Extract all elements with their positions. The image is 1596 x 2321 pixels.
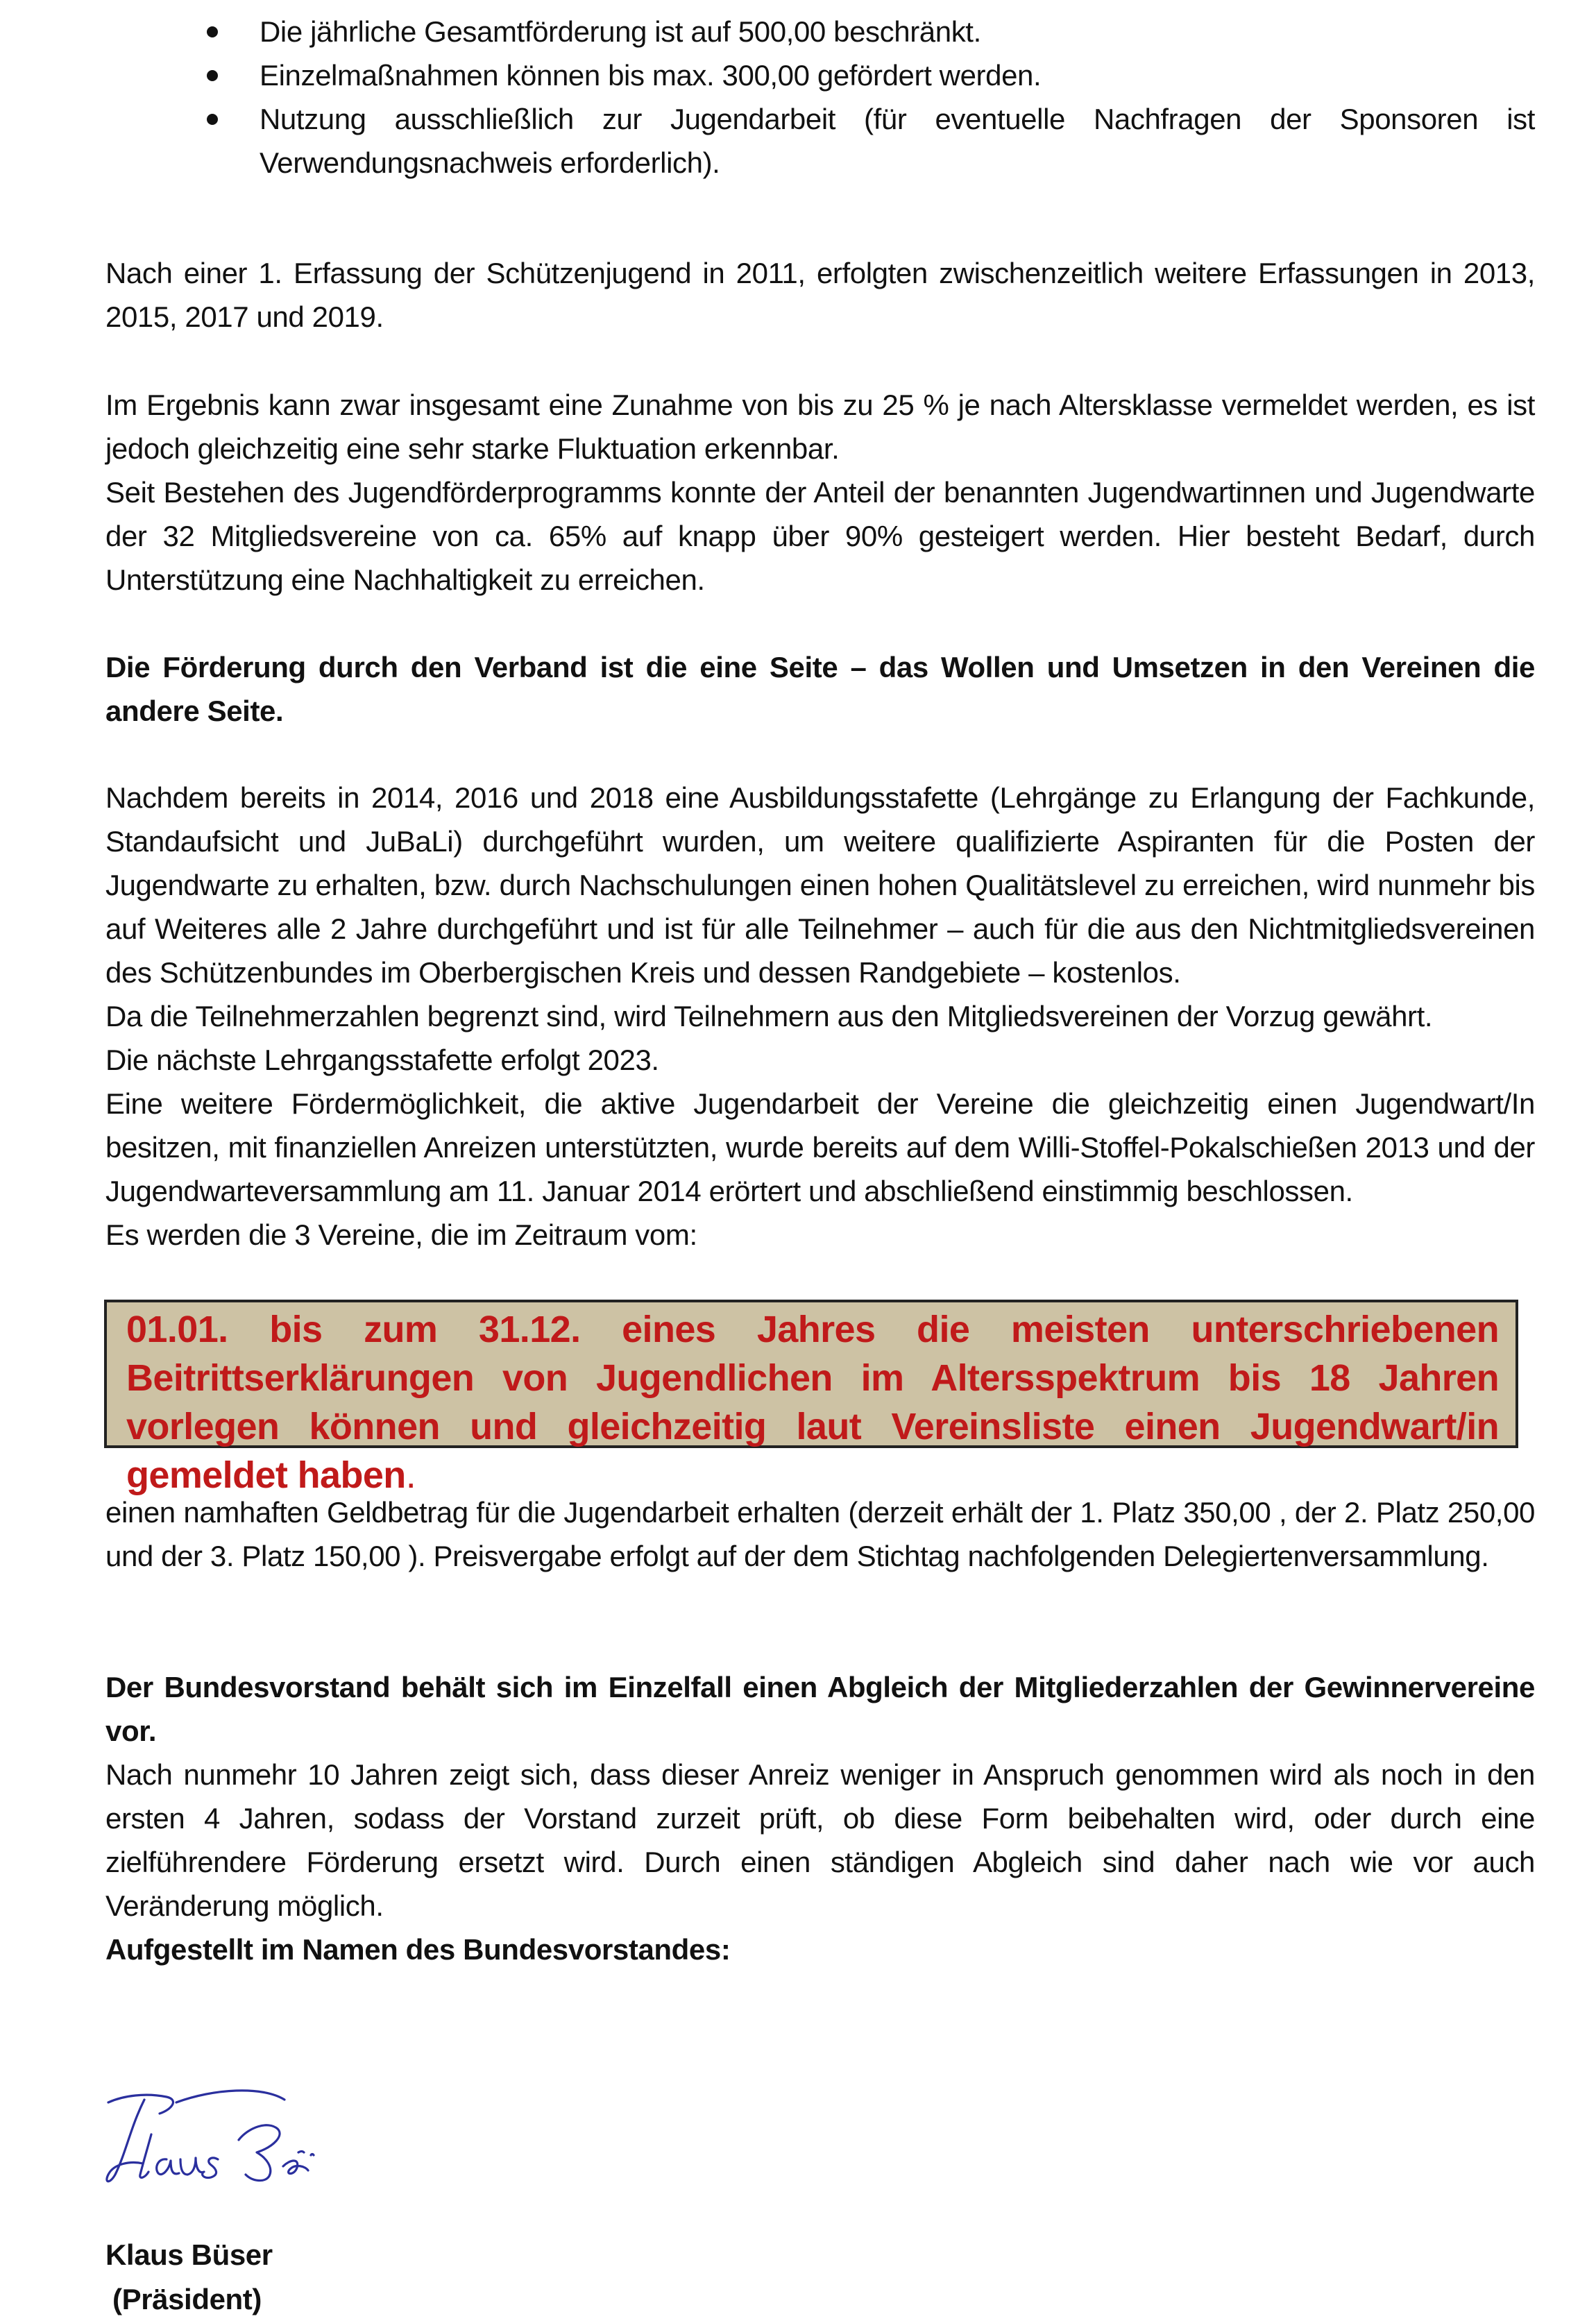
- paragraph-naechste: Die nächste Lehrgangsstafette erfolgt 2023.: [105, 1044, 659, 1076]
- paragraph-nunmehr: Nach nunmehr 10 Jahren zeigt sich, dass dieser Anreiz weniger in Anspruch genommen wird als noch in den ersten 4 Jahren, sodass der Vorstand zurzeit prüft, ob diese Form beibehalten wird, oder durch eine zielführendere Förderung ersetzt wird. Durch einen ständigen Abgleich sind daher nach wie vor auch Veränderung möglich.: [105, 1758, 1535, 1922]
- paragraph-bestehen: Seit Bestehen des Jugendförderprogramms konnte der Anteil der benannten Jugendwartinnen und Jugendwarte der 32 Mitgliedsvereine von ca. 65% auf knapp über 90% gesteigert werden. Hier besteht Bedarf, durch Unterstützung eine Nachhaltigkeit zu erreichen.: [105, 476, 1535, 596]
- paragraph-vereine: Es werden die 3 Vereine, die im Zeitraum vom:: [105, 1218, 697, 1251]
- list-item-text: Die jährliche Gesamtförderung ist auf 500,00 beschränkt.: [260, 15, 981, 48]
- list-item: [105, 53, 1535, 97]
- paragraph-stafette: Nachdem bereits in 2014, 2016 und 2018 eine Ausbildungsstafette (Lehrgänge zu Erlangung der Fachkunde, Standaufsicht und JuBaLi) durchgeführt wurden, um weitere qualifizierte Aspiranten für die Posten der Jugendwarte zu erhalten, bzw. durch Nachschulungen einen hohen Qualitätslevel zu erreichen, wird nunmehr bis auf Weiteres alle 2 Jahre durchgeführt und ist für alle Teilnehmer – auch für die aus den Nichtmitgliedsvereinen des Schützenbundes im Oberbergischen Kreis und dessen Randgebiete – kostenlos.: [105, 781, 1535, 989]
- signer-name: Klaus Büser: [105, 2238, 273, 2271]
- highlight-box: [104, 1300, 1518, 1496]
- paragraph-ergebnis: Im Ergebnis kann zwar insgesamt eine Zunahme von bis zu 25 % je nach Altersklasse vermeldet werden, es ist jedoch gleichzeitig eine sehr starke Fluktuation erkennbar.: [105, 389, 1535, 465]
- list-item: [105, 97, 1535, 185]
- signer-role: (Präsident): [112, 2283, 262, 2315]
- bullet-icon: [207, 114, 218, 125]
- funding-rules-list: [105, 10, 1535, 185]
- bullet-icon: [207, 26, 218, 37]
- highlight-text: [126, 1305, 1499, 1499]
- paragraph-geldbetrag: einen namhaften Geldbetrag für die Jugendarbeit erhalten (derzeit erhält der 1. Platz 350,00 , der 2. Platz 250,00 und der 3. Platz 150,00 ). Preisvergabe erfolgt auf der dem Stichtag nachfolgenden Delegiertenversammlung.: [105, 1496, 1535, 1572]
- highlight-period: .: [405, 1454, 416, 1496]
- signature-intro: Aufgestellt im Namen des Bundesvorstandes:: [105, 1933, 731, 1966]
- paragraph-teilnehmer: Da die Teilnehmerzahlen begrenzt sind, wird Teilnehmern aus den Mitgliedsvereinen der Vorzug gewährt.: [105, 1000, 1433, 1032]
- highlight-main: 01.01. bis zum 31.12. eines Jahres die meisten unterschriebenen Beitrittserklärungen von Jugendlichen im Altersspektrum bis 18 Jahren vorlegen können und gleichzeitig laut Vereinsliste einen Jugendwart/in gemeldet haben: [126, 1309, 1499, 1496]
- list-item-text: Einzelmaßnahmen können bis max. 300,00 gefördert werden.: [260, 59, 1042, 92]
- paragraph-weitere: Eine weitere Fördermöglichkeit, die aktive Jugendarbeit der Vereine die gleichzeitig einen Jugendwart/In besitzen, mit finanziellen Anreizen unterstützten, wurde bereits auf dem Willi-Stoffel-Pokalschießen 2013 und der Jugendwarteversammlung am 11. Januar 2014 erörtert und abschließend einstimmig beschlossen.: [105, 1087, 1535, 1207]
- list-item-text: Nutzung ausschließlich zur Jugendarbeit (für eventuelle Nachfragen der Sponsoren ist Verwendungsnachweis erforderlich).: [260, 103, 1535, 179]
- paragraph-foerderung: Die Förderung durch den Verband ist die eine Seite – das Wollen und Umsetzen in den Vereinen die andere Seite.: [105, 651, 1535, 727]
- paragraph-erfassung: Nach einer 1. Erfassung der Schützenjugend in 2011, erfolgten zwischenzeitlich weitere Erfassungen in 2013, 2015, 2017 und 2019.: [105, 257, 1535, 333]
- paragraph-abgleich: Der Bundesvorstand behält sich im Einzelfall einen Abgleich der Mitgliederzahlen der Gewinnervereine vor.: [105, 1671, 1535, 1747]
- signature-image: [103, 2086, 339, 2193]
- list-item: [105, 10, 1535, 53]
- bullet-icon: [207, 70, 218, 81]
